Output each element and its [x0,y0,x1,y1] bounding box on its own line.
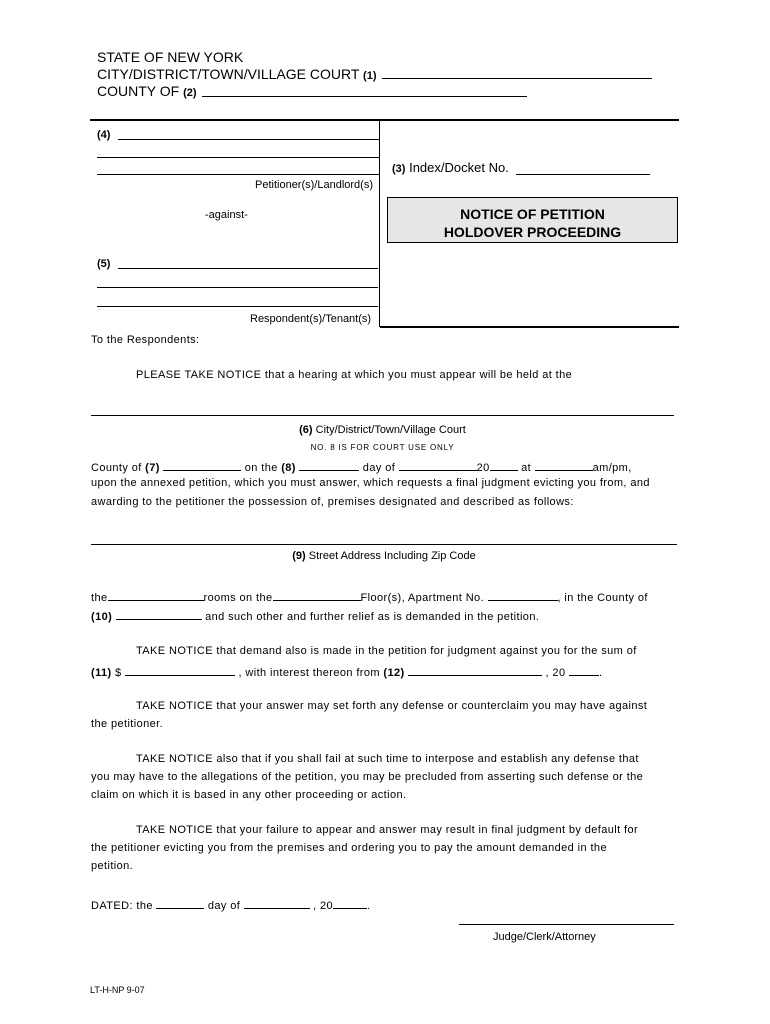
index-docket-label-group [392,160,509,175]
county-field-number-10: (10) [91,611,113,623]
form-code: LT-H-NP 9-07 [90,985,145,995]
answer-text-line-2: the petitioner. [91,718,164,730]
court-name-field[interactable] [382,78,652,79]
floor-field[interactable] [273,588,361,601]
dated-line [91,896,371,912]
the-text: the [91,592,108,604]
signature-line[interactable] [459,924,674,925]
court-location-label: City/District/Town/Village Court [315,424,466,436]
interest-field-number: (12) [383,667,405,679]
day-of-text: day of [362,462,396,474]
dollar-sign: $ [115,667,122,679]
on-the-text: on the [244,462,278,474]
rooms-count-field[interactable] [108,588,204,601]
court-location-field-number: (6) [299,424,313,436]
caption-top-rule [90,119,679,121]
fail-text-line-1: TAKE NOTICE also that if you shall fail at such time to interpose and establish any defense that [136,753,639,765]
petition-text-line-1: upon the annexed petition, which you must answer, which requests a final judgment evicting you from, and [91,477,650,489]
court-label: CITY/DISTRICT/TOWN/VILLAGE COURT [97,66,360,82]
day-field-number-8: (8) [281,462,296,474]
dated-year-field[interactable] [333,896,367,909]
county-name-field[interactable] [202,96,527,97]
county-label: COUNTY OF [97,83,180,99]
rooms-on-the-text: rooms on the [203,592,273,604]
sum-amount-field[interactable] [125,663,235,676]
court-use-note: NO. 8 IS FOR COURT USE ONLY [310,443,455,452]
premises-county-field[interactable] [116,607,202,620]
respondent-name-line-1[interactable] [118,268,378,269]
hearing-county-field[interactable] [163,458,241,471]
default-text-line-2: the petitioner evicting you from the premises and ordering you to pay the amount demanded in the [91,842,607,854]
index-docket-field[interactable] [516,174,650,175]
signature-label: Judge/Clerk/Attorney [493,931,596,943]
floors-apt-text: Floor(s), Apartment No. [360,592,485,604]
interest-year-prefix: , 20 [545,667,566,679]
apartment-number-field[interactable] [488,588,558,601]
county-of-text: County of [91,462,142,474]
dated-day-field[interactable] [156,896,204,909]
court-field-number: (1) [363,70,377,82]
interest-year-field[interactable] [569,663,599,676]
salutation: To the Respondents: [91,334,200,346]
petitioner-name-line-2[interactable] [97,157,379,158]
interest-date-field[interactable] [408,663,542,676]
hearing-time-field[interactable] [535,458,593,471]
county-field-number-7: (7) [145,462,160,474]
state-heading: STATE OF NEW YORK [97,49,244,65]
court-heading [97,66,377,82]
hearing-month-field[interactable] [399,458,477,471]
answer-text-line-1: TAKE NOTICE that your answer may set forth any defense or counterclaim you may have against [136,700,648,712]
default-text-line-3: petition. [91,860,134,872]
premises-line-2 [91,607,539,623]
fail-text-line-2: you may have to the allegations of the petition, you may be precluded from asserting such defense or the [91,771,644,783]
interest-text: , with interest thereon from [238,667,380,679]
county-heading [97,83,197,99]
petitioner-name-line-3[interactable] [97,174,379,175]
address-label: Street Address Including Zip Code [308,550,476,562]
sum-line [91,663,602,679]
at-text: at [521,462,532,474]
respondent-name-line-3[interactable] [97,306,378,307]
dated-period: . [367,900,371,912]
caption-bottom-rule [380,326,679,328]
demand-text: TAKE NOTICE that demand also is made in the petition for judgment against you for the sum of [136,645,637,657]
address-field-number: (9) [292,550,306,562]
ampm-text: am/pm, [592,462,632,474]
notice-intro: PLEASE TAKE NOTICE that a hearing at which you must appear will be held at the [136,369,573,381]
respondent-label: Respondent(s)/Tenant(s) [250,313,372,325]
petitioner-name-line-1[interactable] [118,139,379,140]
hearing-year-field[interactable] [490,458,518,471]
dated-label: DATED: the [91,900,153,912]
in-county-of-text: , in the County of [557,592,648,604]
caption-divider [379,120,380,327]
petitioner-field-number: (4) [97,129,111,141]
court-location-field[interactable] [91,415,674,416]
index-field-number: (3) [392,163,406,175]
respondent-field-number: (5) [97,258,111,270]
dated-day-of-text: day of [207,900,241,912]
respondent-name-line-2[interactable] [97,287,378,288]
dated-month-field[interactable] [244,896,310,909]
year-prefix: 20 [476,462,490,474]
default-text-line-1: TAKE NOTICE that your failure to appear and answer may result in final judgment by default for [136,824,639,836]
against-label: -against- [205,209,248,221]
sum-period: . [598,667,603,679]
notice-title-line-1: NOTICE OF PETITION [460,206,605,222]
street-address-caption [91,550,677,562]
hearing-day-field[interactable] [299,458,359,471]
dated-year-prefix: , 20 [313,900,334,912]
county-field-number: (2) [183,87,197,99]
street-address-field[interactable] [91,544,677,545]
notice-title-box [387,197,678,243]
index-docket-label: Index/Docket No. [409,160,509,175]
court-field-caption [91,424,674,436]
petition-text-line-2: awarding to the petitioner the possession of, premises designated and described as follows: [91,496,574,508]
premises-line-1 [91,588,648,604]
relief-text: and such other and further relief as is demanded in the petition. [205,611,540,623]
notice-title-line-2: HOLDOVER PROCEEDING [443,224,622,240]
petitioner-label: Petitioner(s)/Landlord(s) [255,179,373,191]
fail-text-line-3: claim on which it is based in any other proceeding or action. [91,789,407,801]
hearing-date-line [91,458,632,474]
sum-field-number: (11) [91,667,112,679]
